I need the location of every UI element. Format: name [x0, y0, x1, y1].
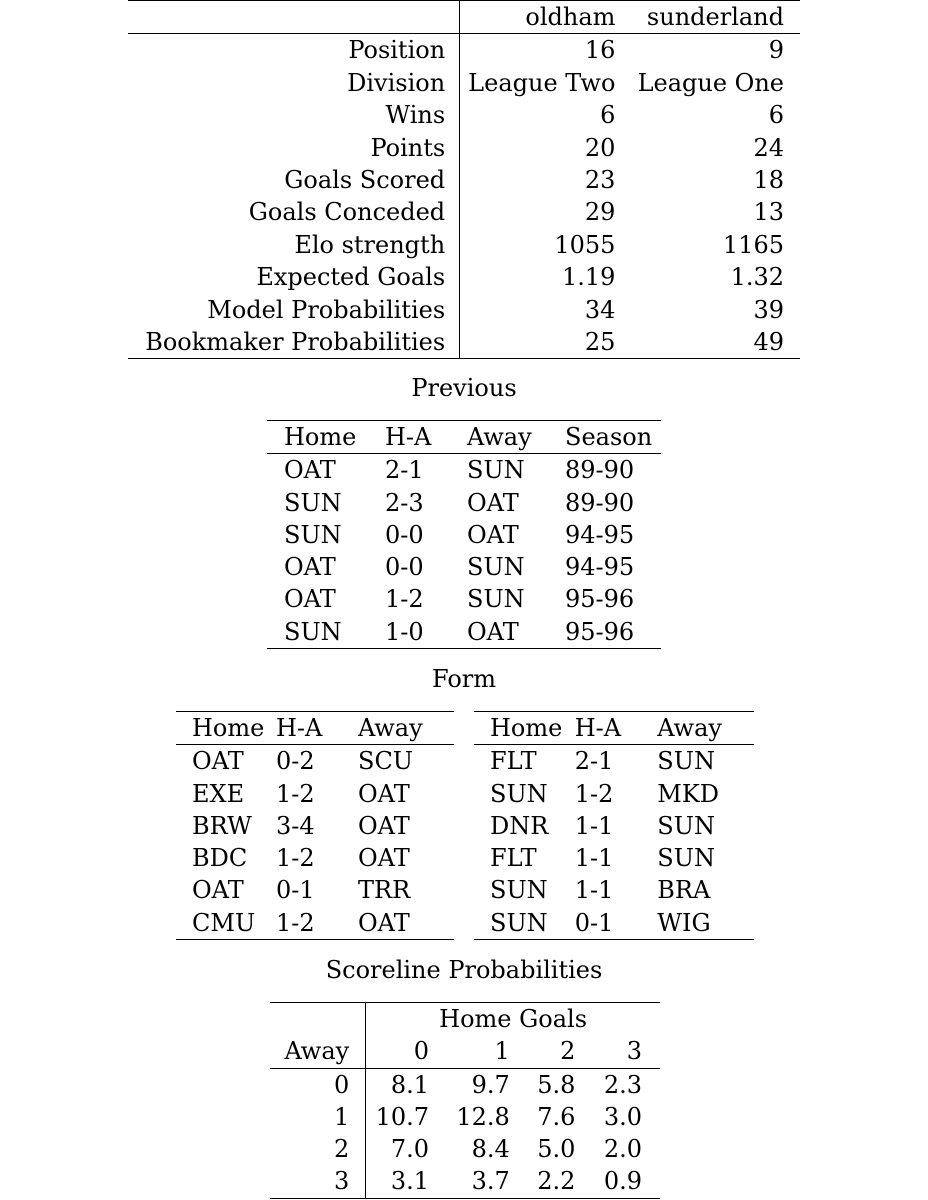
home-team: DNR [490, 811, 549, 840]
stat-home-value: 1.19 [561, 263, 616, 292]
stat-away-value: 13 [753, 198, 784, 227]
col-header-season: Season [565, 421, 661, 454]
table-row [176, 907, 454, 940]
previous-header-row [267, 421, 661, 454]
table-row [267, 616, 661, 649]
probability-cell: 12.8 [456, 1102, 510, 1131]
away-team: OAT [358, 907, 454, 940]
score: 1-2 [385, 585, 424, 614]
away-team: SUN [657, 844, 715, 873]
col-header-home: Home [176, 712, 276, 745]
table-row [176, 842, 454, 874]
team-home-name: oldham [460, 1, 628, 34]
probability-cell: 3.7 [429, 1165, 510, 1198]
score: 1-1 [574, 876, 614, 905]
stat-label: Points [128, 132, 460, 164]
home-goals-3: 3 [575, 1035, 660, 1068]
probability-cell: 8.4 [471, 1135, 510, 1164]
score: 0-0 [385, 520, 424, 549]
form-header-row [176, 712, 454, 745]
table-row [267, 519, 661, 551]
form-header-row [474, 712, 754, 745]
score: 1-2 [574, 779, 614, 808]
away-team: SUN [467, 553, 525, 582]
stat-away-value: 18 [753, 166, 784, 195]
season: 94-95 [565, 553, 635, 582]
scoreline-corner-blank [270, 1003, 366, 1036]
table-row [474, 907, 754, 940]
away-goals: 3 [270, 1165, 366, 1198]
away-team: WIG [657, 907, 754, 940]
stats-header-row [128, 1, 800, 34]
away-goals: 1 [270, 1101, 366, 1133]
table-row [270, 1101, 660, 1133]
scoreline-goals-row [270, 1035, 660, 1068]
stats-header-blank [128, 1, 460, 34]
score: 0-1 [276, 876, 315, 905]
stats-row [128, 99, 800, 131]
probability-cell: 3.1 [366, 1165, 429, 1198]
stat-home-value: 1055 [554, 230, 616, 259]
col-header-score: H-A [385, 421, 467, 454]
score: 1-2 [276, 779, 315, 808]
away-team: SUN [657, 747, 715, 776]
home-form-table [176, 711, 454, 940]
home-team: SUN [474, 907, 575, 940]
stat-away-value: 24 [753, 133, 784, 162]
stats-row [128, 229, 800, 261]
stat-away-value: 49 [627, 326, 800, 359]
table-row [176, 874, 454, 906]
home-team: EXE [192, 779, 245, 808]
stats-row [128, 132, 800, 164]
away-team: SUN [467, 585, 525, 614]
stat-home-value: 29 [584, 198, 616, 227]
home-goals-0: 0 [366, 1035, 429, 1068]
scoreline-probabilities-table [270, 1002, 660, 1199]
scoreline-title: Scoreline Probabilities [325, 956, 603, 984]
stat-away-value: 9 [768, 36, 784, 65]
away-team: SCU [358, 747, 414, 776]
scoreline-header-row [270, 1003, 660, 1036]
season: 89-90 [565, 456, 635, 485]
score: 2-1 [574, 747, 614, 776]
score: 1-1 [574, 844, 614, 873]
stat-label: Goals Conceded [128, 196, 460, 228]
away-team: SUN [467, 456, 525, 485]
away-team: OAT [358, 811, 410, 840]
stat-label: Expected Goals [128, 261, 460, 293]
previous-meetings-table [267, 420, 661, 649]
score: 2-1 [385, 456, 424, 485]
table-row [270, 1165, 660, 1198]
stats-row [128, 67, 800, 99]
home-team: FLT [490, 844, 537, 873]
home-team: SUN [284, 520, 342, 549]
probability-cell: 9.7 [471, 1070, 510, 1099]
season: 95-96 [565, 585, 635, 614]
away-goals: 2 [270, 1133, 366, 1165]
probability-cell: 5.8 [537, 1070, 576, 1099]
table-row [474, 810, 754, 842]
home-team: SUN [284, 488, 342, 517]
stats-row [128, 261, 800, 293]
stats-row [128, 164, 800, 196]
stat-away-value: League One [637, 68, 784, 97]
table-row [267, 583, 661, 615]
table-row [474, 842, 754, 874]
away-form-table [474, 711, 754, 940]
table-row [270, 1068, 660, 1101]
probability-cell: 2.3 [603, 1070, 642, 1099]
stat-label: Position [128, 34, 460, 67]
home-team: SUN [490, 779, 548, 808]
away-team: SUN [657, 811, 715, 840]
home-team: OAT [284, 456, 336, 485]
home-team: OAT [192, 747, 244, 776]
team-stats-table [128, 0, 800, 359]
stats-row [128, 294, 800, 326]
stat-home-value: League Two [468, 68, 616, 97]
score: 1-2 [276, 907, 358, 940]
score: 1-0 [385, 616, 467, 649]
table-row [270, 1133, 660, 1165]
home-team: SUN [490, 876, 548, 905]
stat-away-value: 1.32 [730, 263, 784, 292]
score: 1-2 [276, 844, 315, 873]
col-header-home: Home [267, 421, 385, 454]
season: 94-95 [565, 520, 635, 549]
away-goals: 0 [270, 1068, 366, 1101]
table-row [474, 874, 754, 906]
score: 0-0 [385, 553, 424, 582]
stat-home-value: 6 [600, 101, 616, 130]
stats-row [128, 196, 800, 228]
season: 95-96 [565, 616, 661, 649]
probability-cell: 3.0 [603, 1102, 642, 1131]
season: 89-90 [565, 488, 635, 517]
home-team: FLT [490, 747, 537, 776]
form-title: Form [431, 665, 497, 693]
home-team: CMU [176, 907, 276, 940]
home-team: OAT [284, 553, 336, 582]
away-team: OAT [358, 779, 410, 808]
away-team: OAT [467, 616, 565, 649]
stat-home-value: 23 [584, 166, 616, 195]
probability-cell: 2.2 [510, 1165, 576, 1198]
home-team: SUN [267, 616, 385, 649]
home-team: BRW [192, 811, 252, 840]
stat-label: Bookmaker Probabilities [128, 326, 460, 359]
score: 0-1 [575, 907, 658, 940]
stat-home-value: 34 [584, 295, 616, 324]
probability-cell: 0.9 [575, 1165, 660, 1198]
home-goals-label: Home Goals [366, 1003, 660, 1036]
stat-away-value: 39 [753, 295, 784, 324]
stats-row [128, 326, 800, 359]
home-team: OAT [192, 876, 244, 905]
home-team: OAT [284, 585, 336, 614]
col-header-away: Away [657, 712, 754, 745]
probability-cell: 2.0 [603, 1135, 642, 1164]
stat-away-value: 1165 [722, 230, 784, 259]
away-team: MKD [657, 779, 720, 808]
away-team: OAT [467, 488, 519, 517]
stats-row [128, 34, 800, 67]
away-label: Away [270, 1035, 366, 1068]
away-team: TRR [358, 876, 411, 905]
stat-away-value: 6 [768, 101, 784, 130]
team-away-name: sunderland [627, 1, 800, 34]
score: 2-3 [385, 488, 424, 517]
probability-cell: 7.0 [390, 1135, 430, 1164]
home-team: BDC [192, 844, 248, 873]
probability-cell: 7.6 [537, 1102, 576, 1131]
probability-cell: 5.0 [537, 1135, 576, 1164]
col-header-away: Away [467, 421, 565, 454]
stat-home-value: 25 [460, 326, 628, 359]
away-team: BRA [657, 876, 711, 905]
score: 0-2 [276, 747, 315, 776]
col-header-score: H-A [276, 712, 358, 745]
stat-label: Model Probabilities [128, 294, 460, 326]
table-row [474, 745, 754, 778]
previous-title: Previous [411, 374, 517, 402]
probability-cell: 10.7 [375, 1102, 430, 1131]
probability-cell: 8.1 [390, 1070, 430, 1099]
home-goals-1: 1 [429, 1035, 510, 1068]
stat-home-value: 20 [584, 133, 616, 162]
col-header-home: Home [474, 712, 575, 745]
stat-label: Elo strength [128, 229, 460, 261]
table-row [176, 745, 454, 778]
away-team: OAT [358, 844, 410, 873]
table-row [176, 778, 454, 810]
col-header-away: Away [358, 712, 454, 745]
away-team: OAT [467, 520, 519, 549]
stat-label: Wins [128, 99, 460, 131]
col-header-score: H-A [575, 712, 658, 745]
stat-label: Goals Scored [128, 164, 460, 196]
table-row [176, 810, 454, 842]
table-row [267, 551, 661, 583]
table-row [267, 487, 661, 519]
score: 3-4 [276, 811, 315, 840]
stat-home-value: 16 [584, 36, 616, 65]
stat-label: Division [128, 67, 460, 99]
home-goals-2: 2 [510, 1035, 576, 1068]
table-row [474, 778, 754, 810]
table-row [267, 454, 661, 487]
score: 1-1 [574, 811, 614, 840]
